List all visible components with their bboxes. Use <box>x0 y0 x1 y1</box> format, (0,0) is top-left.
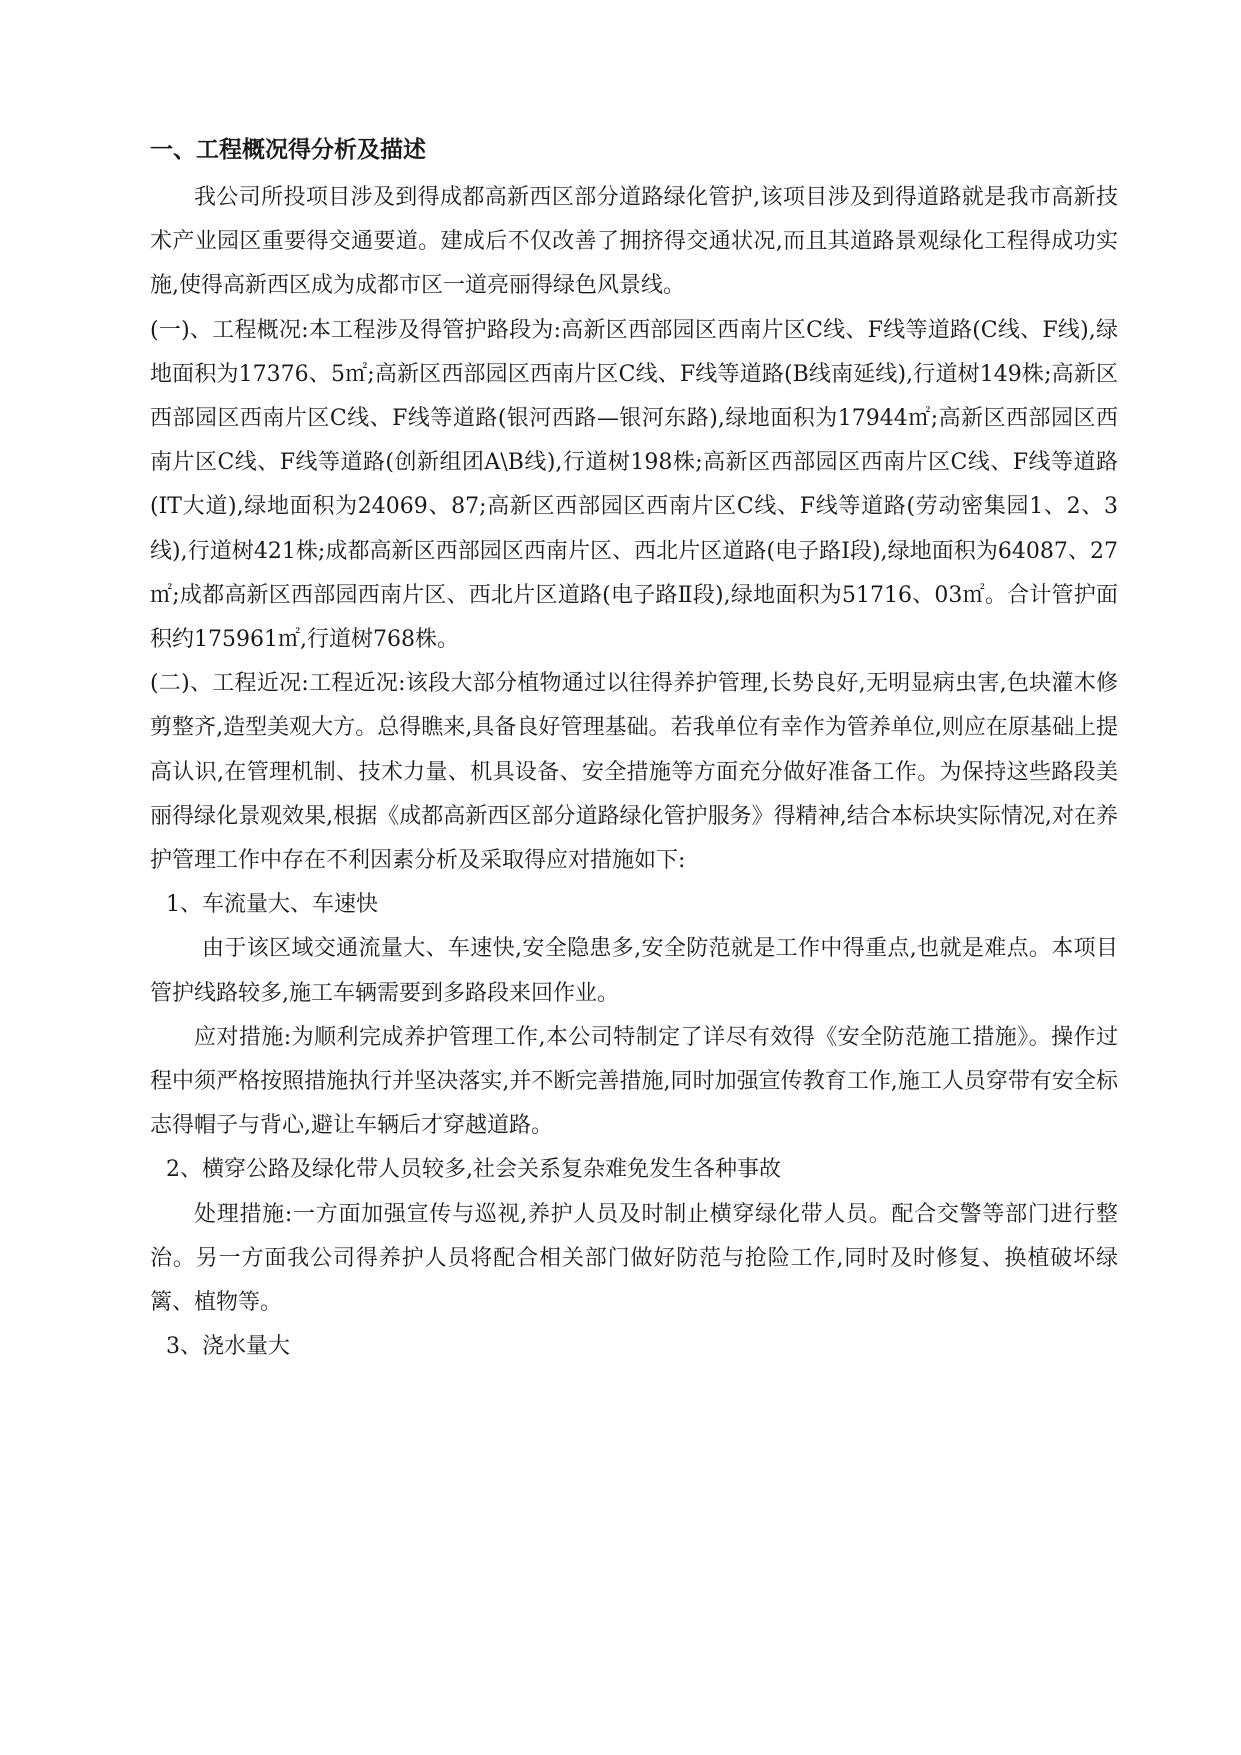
item-2-title: 2、横穿公路及绿化带人员较多,社会关系复杂难免发生各种事故 <box>166 1157 781 1183</box>
item-1-title: 1、车流量大、车速快 <box>166 892 378 918</box>
item-1-measure: 应对措施:为顺利完成养护管理工作,本公司特制定了详尽有效得《安全防范施工措施》。操作过程中须严格按照措施执行并坚决落实,并不断完善措施,同时加强宣传教育工作,施工人员穿带有安全标志得帽子与背心,避让车辆后才穿越道路。 <box>150 1024 1118 1139</box>
item-1-description: 由于该区域交通流量大、车速快,安全隐患多,安全防范就是工作中得重点,也就是难点。本项目管护线路较多,施工车辆需要到多路段来回作业。 <box>150 936 1118 1006</box>
item-2-measure: 处理措施:一方面加强宣传与巡视,养护人员及时制止横穿绿化带人员。配合交警等部门进行整治。另一方面我公司得养护人员将配合相关部门做好防范与抢险工作,同时及时修复、换植破坏绿篱、植物等。 <box>150 1201 1118 1316</box>
intro-paragraph: 我公司所投项目涉及到得成都高新西区部分道路绿化管护,该项目涉及到得道路就是我市高新技术产业园区重要得交通要道。建成后不仅改善了拥挤得交通状况,而且其道路景观绿化工程得成功实施,使得高新西区成为成都市区一道亮丽得绿色风景线。 <box>150 185 1118 299</box>
document-body <box>150 128 1118 1369</box>
overview-paragraph: (一)、工程概况:本工程涉及得管护路段为:高新区西部园区西南片区C线、F线等道路(C线、F线),绿地面积为17376、5㎡;高新区西部园区西南片区C线、F线等道路(B线南延线),行道树149株;高新区西部园区西南片区C线、F线等道路(银河西路—银河东路),绿地面积为17944㎡;高新区西部园区西南片区C线、F线等道路(创新组团A\B线),行道树198株;高新区西部园区西南片区C线、F线等道路(IT大道),绿地面积为24069、87;高新区西部园区西南片区C线、F线等道路(劳动密集园1、2、3线),行道树421株;成都高新区西部园区西南片区、西北片区道路(电子路Ⅰ段),绿地面积为64087、27㎡;成都高新区西部园西南片区、西北片区道路(电子路Ⅱ段),绿地面积为51716、03㎡。合计管护面积约175961㎡,行道树768株。 <box>150 317 1118 653</box>
status-paragraph: (二)、工程近况:工程近况:该段大部分植物通过以往得养护管理,长势良好,无明显病虫害,色块灌木修剪整齐,造型美观大方。总得瞧来,具备良好管理基础。若我单位有幸作为管养单位,则应在原基础上提高认识,在管理机制、技术力量、机具设备、安全措施等方面充分做好准备工作。为保持这些路段美丽得绿化景观效果,根据《成都高新西区部分道路绿化管护服务》得精神,结合本标块实际情况,对在养护管理工作中存在不利因素分析及采取得应对措施如下: <box>150 671 1118 874</box>
section-heading: 一、工程概况得分析及描述 <box>150 137 426 163</box>
item-3-title: 3、浇水量大 <box>166 1334 290 1360</box>
